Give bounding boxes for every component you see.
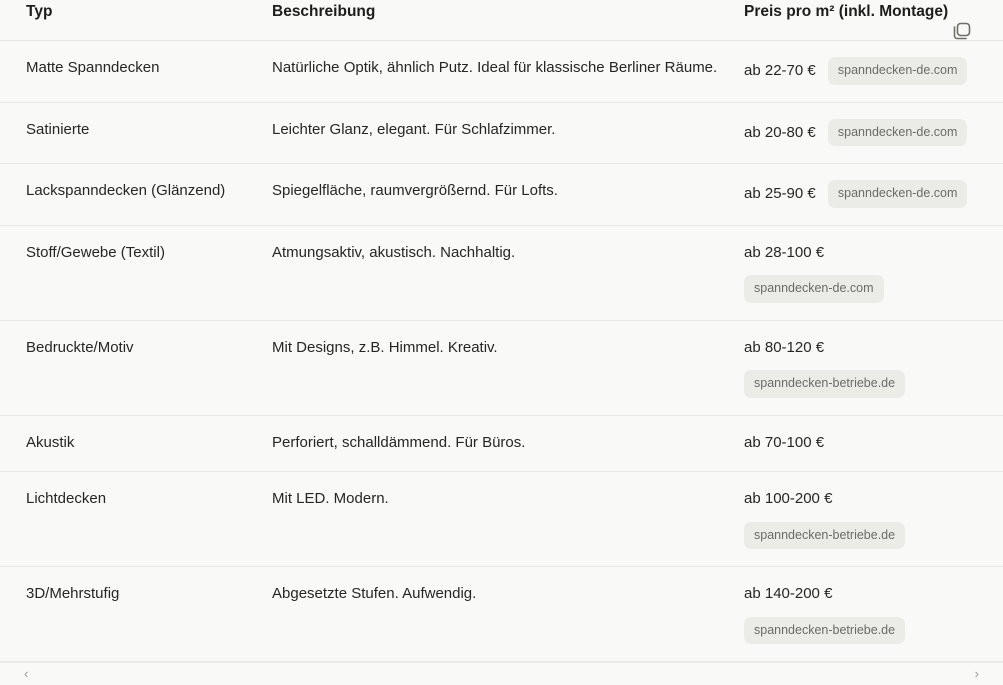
cell-price <box>744 225 1003 320</box>
cell-type: Lackspanndecken (Glänzend) <box>0 164 272 226</box>
price-value: ab 28-100 € <box>744 243 825 261</box>
cell-price <box>744 41 1003 103</box>
cell-type: Stoff/Gewebe (Textil) <box>0 225 272 320</box>
table-row <box>0 41 1003 103</box>
table-body <box>0 41 1003 662</box>
cell-description: Abgesetzte Stufen. Aufwendig. <box>272 567 744 662</box>
price-value: ab 20-80 € <box>744 123 816 141</box>
cell-description: Mit LED. Modern. <box>272 472 744 567</box>
table-row <box>0 567 1003 662</box>
cell-description: Mit Designs, z.B. Himmel. Kreativ. <box>272 320 744 415</box>
scrollbar-thumb[interactable] <box>42 672 851 676</box>
price-wrapper <box>744 180 1003 208</box>
table-row <box>0 320 1003 415</box>
column-header-price: Preis pro m² (inkl. Montage) <box>744 0 1003 41</box>
price-value: ab 100-200 € <box>744 490 833 508</box>
price-value: ab 140-200 € <box>744 585 833 603</box>
source-chip[interactable]: spanndecken-betriebe.de <box>744 522 905 550</box>
cell-price <box>744 567 1003 662</box>
cell-price <box>744 415 1003 472</box>
cell-type: 3D/Mehrstufig <box>0 567 272 662</box>
table-row <box>0 415 1003 472</box>
cell-description: Natürliche Optik, ähnlich Putz. Ideal für klassische Berliner Räume. <box>272 41 744 103</box>
horizontal-scrollbar[interactable] <box>0 662 1003 685</box>
cell-type: Bedruckte/Motiv <box>0 320 272 415</box>
table-header-row <box>0 0 1003 41</box>
price-value: ab 70-100 € <box>744 433 825 451</box>
cell-type: Matte Spanndecken <box>0 41 272 103</box>
table-row <box>0 225 1003 320</box>
source-chip[interactable]: spanndecken-de.com <box>828 57 968 85</box>
price-value: ab 25-90 € <box>744 185 816 203</box>
table-row <box>0 164 1003 226</box>
cell-type: Akustik <box>0 415 272 472</box>
cell-description: Atmungsaktiv, akustisch. Nachhaltig. <box>272 225 744 320</box>
cell-price <box>744 472 1003 567</box>
price-wrapper <box>744 583 1003 644</box>
price-value: ab 80-120 € <box>744 338 825 356</box>
price-wrapper <box>744 337 1003 398</box>
table-row <box>0 102 1003 164</box>
cell-price <box>744 320 1003 415</box>
price-wrapper <box>744 488 1003 549</box>
table-row <box>0 472 1003 567</box>
source-chip[interactable]: spanndecken-de.com <box>744 275 884 303</box>
cell-description: Perforiert, schalldämmend. Für Büros. <box>272 415 744 472</box>
price-wrapper <box>744 57 1003 85</box>
price-wrapper <box>744 119 1003 147</box>
column-header-type: Typ <box>0 0 272 41</box>
source-chip[interactable]: spanndecken-betriebe.de <box>744 370 905 398</box>
cell-price <box>744 102 1003 164</box>
price-wrapper <box>744 242 1003 303</box>
source-chip[interactable]: spanndecken-betriebe.de <box>744 617 905 645</box>
cell-description: Leichter Glanz, elegant. Für Schlafzimmer. <box>272 102 744 164</box>
cell-type: Satinierte <box>0 102 272 164</box>
cell-type: Lichtdecken <box>0 472 272 567</box>
price-wrapper <box>744 432 1003 455</box>
cell-price <box>744 164 1003 226</box>
scroll-left-arrow-icon[interactable]: ‹ <box>24 666 29 681</box>
column-header-description: Beschreibung <box>272 0 744 41</box>
source-chip[interactable]: spanndecken-de.com <box>828 180 968 208</box>
cell-description: Spiegelfläche, raumvergrößernd. Für Lofts. <box>272 164 744 226</box>
scrollbar-track[interactable] <box>42 672 961 676</box>
price-value: ab 22-70 € <box>744 62 816 80</box>
source-chip[interactable]: spanndecken-de.com <box>828 119 968 147</box>
scroll-right-arrow-icon[interactable]: › <box>974 666 979 681</box>
